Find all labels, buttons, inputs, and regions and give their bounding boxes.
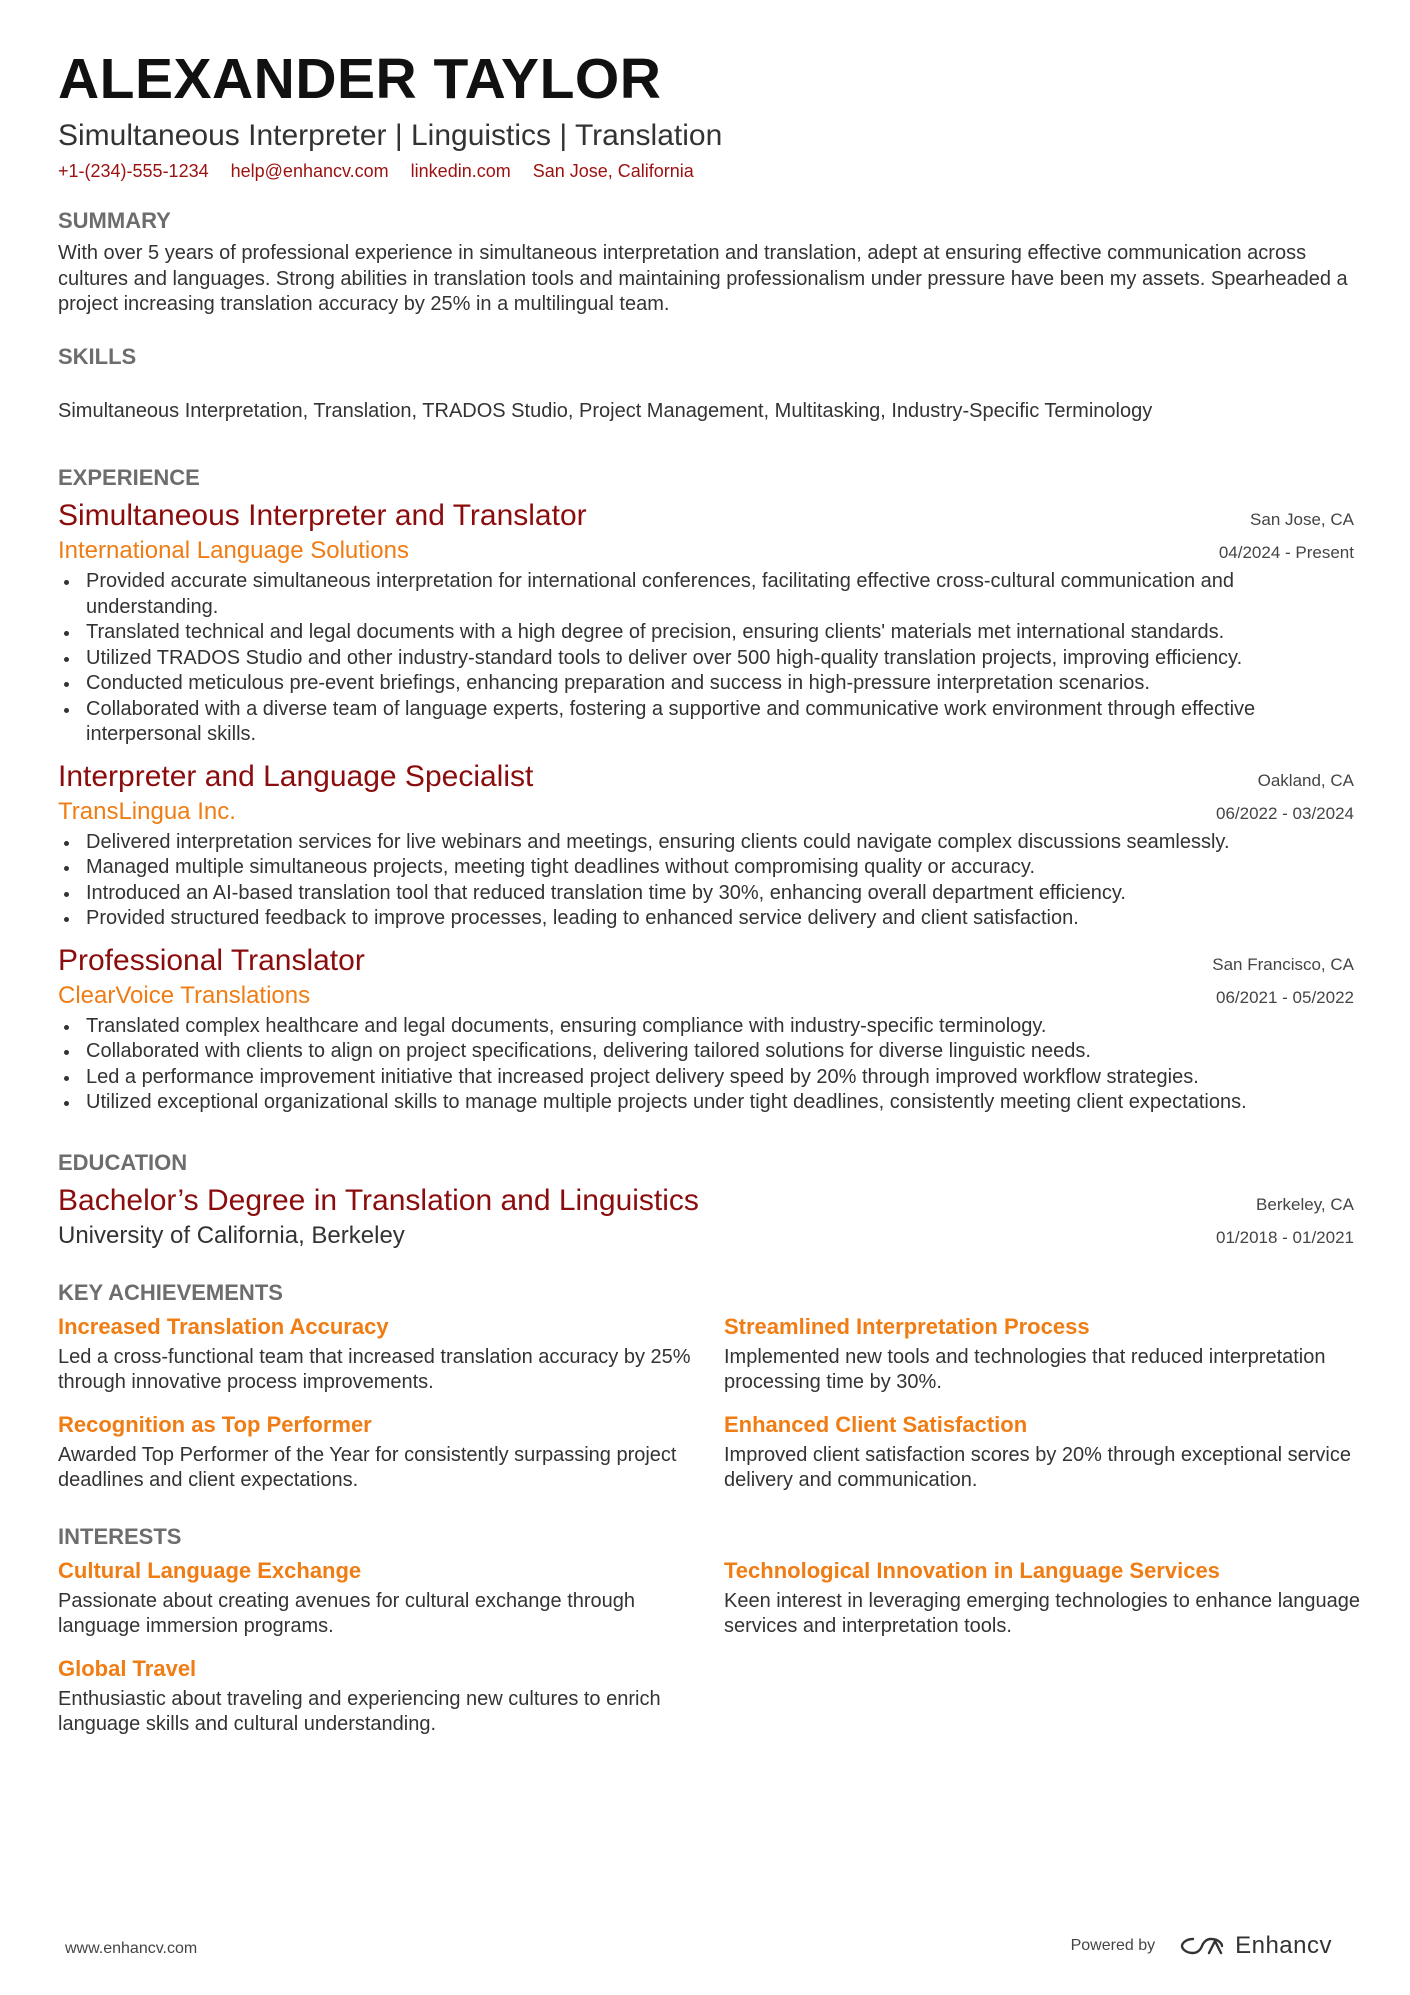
contact-email[interactable]: help@enhancv.com	[230, 161, 389, 181]
achievement-title: Streamlined Interpretation Process	[724, 1313, 1090, 1339]
experience-entry	[58, 942, 1354, 1116]
bullet-item: Managed multiple simultaneous projects, meeting tight deadlines without compromising quality or accuracy.	[58, 855, 1354, 881]
summary-section	[58, 206, 1354, 318]
job-dates: 06/2022 - 03/2024	[1215, 803, 1354, 823]
interest-title: Global Travel	[58, 1655, 197, 1681]
section-title: INTERESTS	[58, 1523, 182, 1549]
contact-info	[58, 158, 1354, 184]
education-location: Berkeley, CA	[1256, 1194, 1354, 1214]
page-footer	[0, 1932, 1410, 1968]
bullet-item: Collaborated with clients to align on project specifications, delivering tailored solutions for diverse linguistic needs.	[58, 1039, 1354, 1065]
bullet-item: Utilized exceptional organizational skills to manage multiple projects under tight deadlines, consistently meeting client expectations.	[58, 1090, 1354, 1116]
contact-linkedin[interactable]: linkedin.com	[410, 161, 511, 181]
company-name: ClearVoice Translations	[58, 981, 311, 1009]
bullet-item: Introduced an AI-based translation tool that reduced translation time by 30%, enhancing overall department efficiency.	[58, 881, 1354, 907]
job-bullets	[58, 1014, 1354, 1116]
achievement-title: Recognition as Top Performer	[58, 1411, 372, 1437]
education-subheader-row	[58, 1220, 1354, 1252]
achievement-description: Awarded Top Performer of the Year for consistently surpassing project deadlines and client expectations.	[58, 1443, 677, 1491]
achievement-item	[724, 1312, 1364, 1396]
interest-title: Technological Innovation in Language Services	[724, 1557, 1220, 1583]
footer-website[interactable]: www.enhancv.com	[65, 1940, 198, 1957]
job-header-row	[58, 497, 1354, 535]
job-subheader-row	[58, 535, 1354, 567]
job-bullets	[58, 830, 1354, 932]
enhancv-logo-icon	[1179, 1933, 1225, 1959]
job-location: Oakland, CA	[1257, 770, 1354, 790]
company-name: International Language Solutions	[58, 537, 409, 564]
job-title: Professional Translator	[58, 943, 365, 977]
interest-item	[58, 1654, 698, 1738]
achievement-title: Increased Translation Accuracy	[58, 1313, 389, 1339]
resume-content	[58, 44, 1361, 1738]
interest-description: Keen interest in leveraging emerging technologies to enhance language services and interpretation tools.	[724, 1589, 1361, 1637]
achievement-description: Implemented new tools and technologies that reduced interpretation processing time by 30%.	[724, 1345, 1326, 1393]
achievement-item	[724, 1410, 1364, 1494]
interest-item	[724, 1556, 1364, 1640]
interest-description: Enthusiastic about traveling and experiencing new cultures to enrich language skills and cultural understanding.	[58, 1687, 661, 1735]
bullet-item: Collaborated with a diverse team of language experts, fostering a supportive and communicative work environment through effective interpersonal skills.	[58, 697, 1354, 748]
education-dates: 01/2018 - 01/2021	[1215, 1227, 1354, 1247]
bullet-item: Translated complex healthcare and legal documents, ensuring compliance with industry-specific terminology.	[58, 1014, 1354, 1040]
candidate-name: ALEXANDER TAYLOR	[58, 47, 662, 111]
achievement-description: Led a cross-functional team that increased translation accuracy by 25% through innovative process improvements.	[58, 1345, 691, 1393]
brand-name[interactable]: Enhancv	[1235, 1932, 1332, 1959]
experience-entry	[58, 758, 1354, 932]
bullet-item: Led a performance improvement initiative that increased project delivery speed by 20% through improved workflow strategies.	[58, 1065, 1354, 1091]
interests-grid	[58, 1556, 1361, 1738]
skills-section	[58, 342, 1354, 425]
bullet-item: Conducted meticulous pre-event briefings, enhancing preparation and success in high-pressure interpretation scenarios.	[58, 671, 1354, 697]
job-subheader-row	[58, 980, 1354, 1012]
section-title: SKILLS	[58, 343, 137, 369]
interest-title: Cultural Language Exchange	[58, 1557, 362, 1583]
resume-header	[58, 44, 1354, 184]
section-title: SUMMARY	[58, 208, 171, 233]
experience-entry	[58, 497, 1354, 748]
section-title: KEY ACHIEVEMENTS	[58, 1279, 283, 1305]
achievements-section	[58, 1278, 1354, 1494]
job-dates: 06/2021 - 05/2022	[1215, 987, 1354, 1007]
skills-text: Simultaneous Interpretation, Translation, TRADOS Studio, Project Management, Multitasking, Industry-Specific Terminology	[58, 399, 1153, 422]
degree-title: Bachelor’s Degree in Translation and Linguistics	[58, 1183, 699, 1217]
school-name: University of California, Berkeley	[58, 1221, 405, 1249]
bullet-item: Provided accurate simultaneous interpretation for international conferences, facilitating effective cross-cultural communication and understanding.	[58, 569, 1354, 620]
job-location: San Jose, CA	[1250, 510, 1354, 529]
section-title: EDUCATION	[58, 1149, 188, 1175]
job-title: Simultaneous Interpreter and Translator	[58, 499, 587, 532]
achievements-grid	[58, 1312, 1354, 1494]
job-header-row	[58, 942, 1354, 980]
achievement-item	[58, 1410, 698, 1494]
achievement-title: Enhanced Client Satisfaction	[724, 1411, 1028, 1437]
bullet-item: Provided structured feedback to improve processes, leading to enhanced service delivery and client satisfaction.	[58, 906, 1354, 932]
bullet-item: Delivered interpretation services for live webinars and meetings, ensuring clients could navigate complex discussions seamlessly.	[58, 830, 1354, 856]
interests-section	[58, 1522, 1361, 1738]
job-location: San Francisco, CA	[1212, 954, 1354, 974]
job-subheader-row	[58, 796, 1354, 828]
job-header-row	[58, 758, 1354, 796]
interest-description: Passionate about creating avenues for cultural exchange through language immersion programs.	[58, 1589, 636, 1637]
achievement-description: Improved client satisfaction scores by 20% through exceptional service delivery and communication.	[724, 1443, 1351, 1491]
bullet-item: Utilized TRADOS Studio and other industry-standard tools to deliver over 500 high-quality translation projects, improving efficiency.	[58, 646, 1354, 672]
achievement-item	[58, 1312, 698, 1396]
contact-phone[interactable]: +1-(234)-555-1234	[58, 161, 209, 181]
education-section	[58, 1148, 1354, 1252]
section-title: EXPERIENCE	[58, 465, 200, 490]
company-name: TransLingua Inc.	[58, 797, 236, 825]
powered-by-label: Powered by	[1070, 1937, 1156, 1954]
job-bullets	[58, 569, 1354, 748]
experience-section	[58, 463, 1354, 1116]
contact-location: San Jose, California	[532, 161, 694, 181]
summary-text: With over 5 years of professional experience in simultaneous interpretation and translation, adept at ensuring effective communication across cultures and languages. Strong abilities in translation tools and maintaining professionalism under pressure have been my assets. Spearheaded a project increasing translation accuracy by 25% in a multilingual team.	[58, 242, 1348, 315]
education-header-row	[58, 1182, 1354, 1220]
candidate-headline: Simultaneous Interpreter | Linguistics | Translation	[58, 119, 723, 152]
job-dates: 04/2024 - Present	[1218, 543, 1354, 562]
job-title: Interpreter and Language Specialist	[58, 759, 534, 793]
education-entry	[58, 1182, 1354, 1252]
bullet-item: Translated technical and legal documents with a high degree of precision, ensuring clients' materials met international standards.	[58, 620, 1354, 646]
footer-branding	[1071, 1932, 1332, 1960]
interest-item	[58, 1556, 698, 1640]
